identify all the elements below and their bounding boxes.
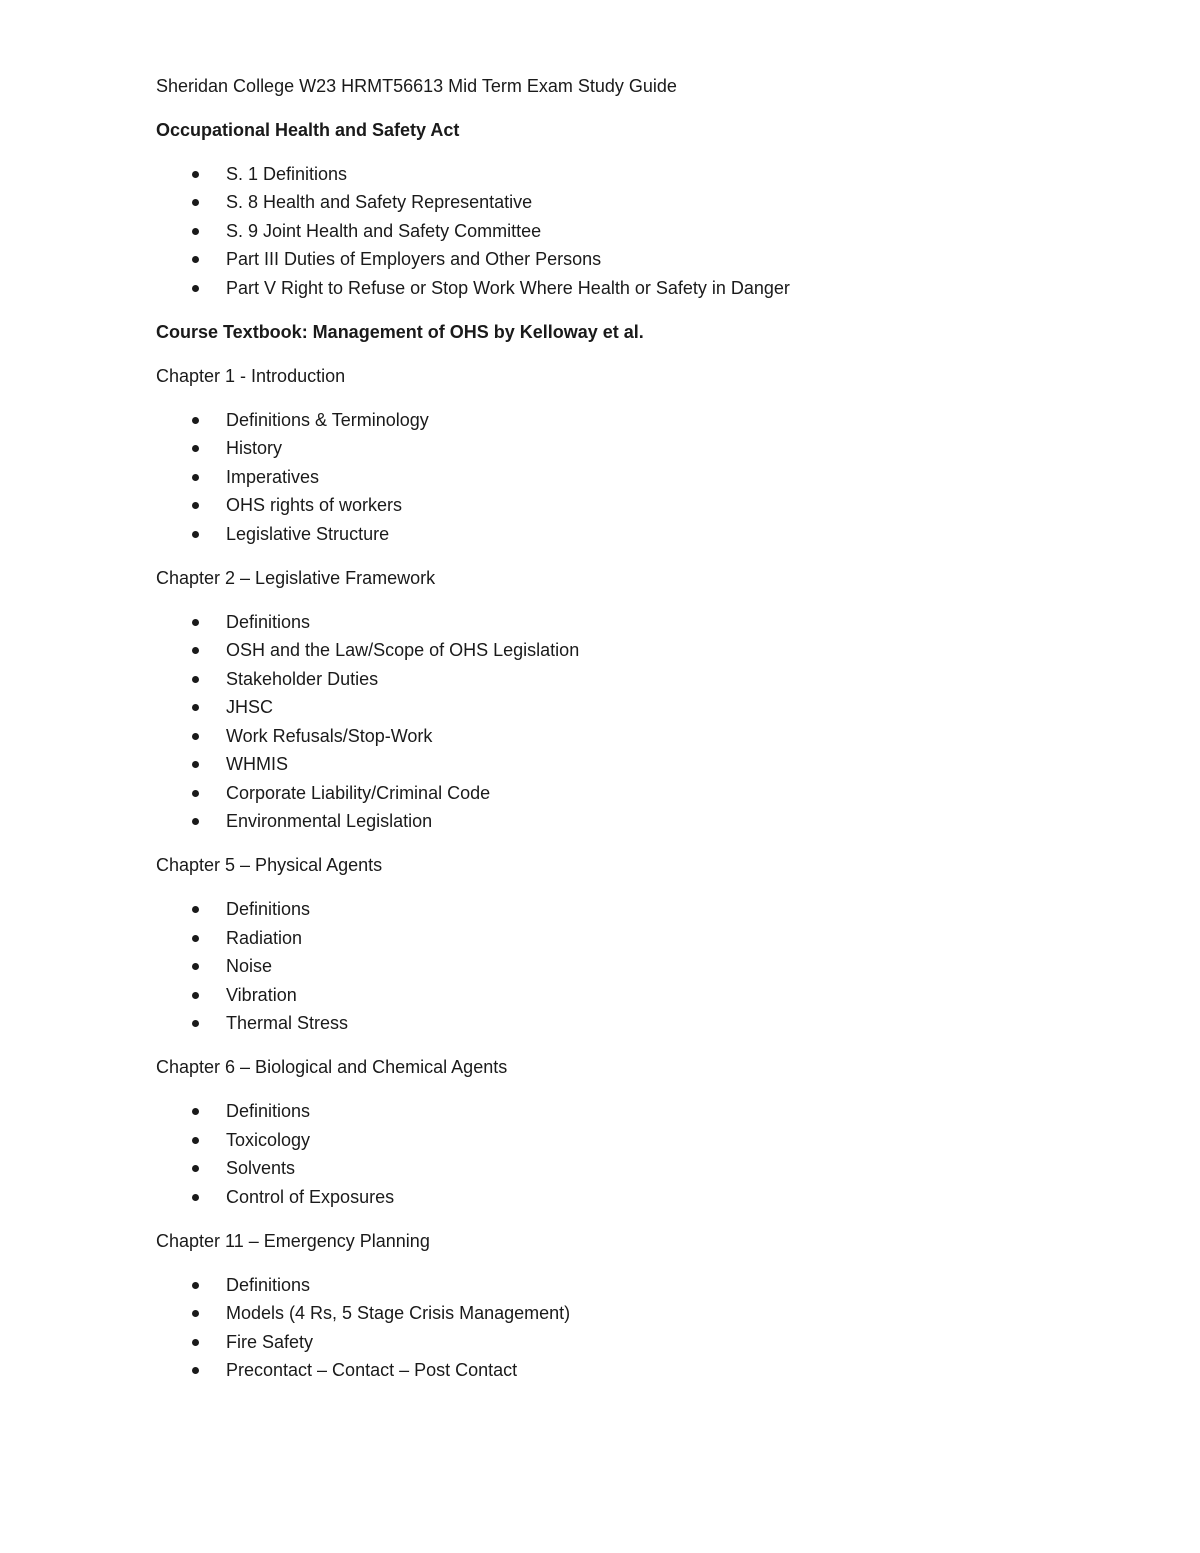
list-item-text: Control of Exposures [226, 1186, 395, 1207]
list-item-text: Part III Duties of Employers and Other Persons [226, 249, 602, 270]
bullet-icon [192, 1339, 199, 1346]
list-item [156, 1299, 1116, 1327]
bullet-icon [192, 502, 199, 509]
bullet-icon [192, 906, 199, 913]
bullet-icon [192, 790, 199, 797]
bullet-icon [192, 1310, 199, 1317]
list-item-text: OHS rights of workers [226, 495, 403, 516]
ohsa-heading: Occupational Health and Safety Act [156, 120, 460, 140]
list-item [156, 636, 1116, 664]
chapter-topic-list [156, 608, 1116, 835]
list-item [156, 1097, 1116, 1125]
bullet-icon [192, 619, 199, 626]
list-item-text: S. 8 Health and Safety Representative [226, 192, 533, 213]
list-item [156, 895, 1116, 923]
bullet-icon [192, 761, 199, 768]
textbook-heading: Course Textbook: Management of OHS by Kelloway et al. [156, 322, 644, 343]
bullet-icon [192, 171, 199, 178]
bullet-icon [192, 285, 199, 292]
bullet-icon [192, 733, 199, 740]
list-item [156, 463, 1116, 491]
list-item-text: Precontact – Contact – Post Contact [226, 1360, 518, 1381]
bullet-icon [192, 1194, 199, 1201]
list-item [156, 1271, 1116, 1299]
chapter-topic-list [156, 1097, 1116, 1211]
list-item-text: Definitions [226, 1101, 311, 1122]
list-item [156, 274, 1116, 302]
list-item-text: Fire Safety [226, 1331, 314, 1352]
list-item-text: Solvents [226, 1158, 296, 1179]
list-item [156, 160, 1116, 188]
list-item [156, 1183, 1116, 1211]
chapter-topic-list [156, 406, 1116, 548]
list-item [156, 693, 1116, 721]
list-item [156, 779, 1116, 807]
bullet-icon [192, 256, 199, 263]
bullet-icon [192, 1367, 199, 1374]
bullet-icon [192, 1137, 199, 1144]
list-item [156, 807, 1116, 835]
chapter-topic-list [156, 895, 1116, 1037]
bullet-icon [192, 992, 199, 999]
bullet-icon [192, 818, 199, 825]
ohsa-list [156, 160, 1116, 302]
bullet-icon [192, 1282, 199, 1289]
list-item-text: Definitions [226, 612, 311, 633]
chapter-heading: Chapter 5 – Physical Agents [156, 855, 383, 876]
bullet-icon [192, 417, 199, 424]
chapter-heading: Chapter 1 - Introduction [156, 366, 346, 387]
list-item-text: Work Refusals/Stop-Work [226, 725, 433, 746]
list-item-text: Corporate Liability/Criminal Code [226, 782, 491, 803]
list-item [156, 245, 1116, 273]
bullet-icon [192, 935, 199, 942]
list-item-text: Thermal Stress [226, 1012, 349, 1033]
bullet-icon [192, 1020, 199, 1027]
chapter-heading: Chapter 2 – Legislative Framework [156, 568, 436, 589]
bullet-icon [192, 704, 199, 711]
list-item [156, 981, 1116, 1009]
list-item [156, 434, 1116, 462]
list-item-text: JHSC [226, 697, 274, 718]
list-item [156, 1154, 1116, 1182]
list-item-text: Definitions [226, 899, 311, 920]
list-item-text: Toxicology [226, 1129, 311, 1150]
list-item [156, 608, 1116, 636]
list-item [156, 952, 1116, 980]
list-item [156, 722, 1116, 750]
list-item-text: Vibration [226, 984, 297, 1005]
list-item-text: Definitions [226, 1274, 311, 1295]
list-item [156, 750, 1116, 778]
list-item [156, 520, 1116, 548]
list-item [156, 217, 1116, 245]
list-item-text: Legislative Structure [226, 523, 390, 544]
chapter-heading: Chapter 6 – Biological and Chemical Agents [156, 1057, 508, 1078]
list-item [156, 924, 1116, 952]
bullet-icon [192, 531, 199, 538]
list-item [156, 491, 1116, 519]
list-item-text: Noise [226, 956, 273, 977]
list-item [156, 1328, 1116, 1356]
bullet-icon [192, 445, 199, 452]
list-item-text: Definitions & Terminology [226, 410, 429, 431]
bullet-icon [192, 963, 199, 970]
list-item-text: Imperatives [226, 466, 320, 487]
list-item-text: Models (4 Rs, 5 Stage Crisis Management) [226, 1303, 571, 1324]
chapter-heading: Chapter 11 – Emergency Planning [156, 1230, 430, 1251]
bullet-icon [192, 1108, 199, 1115]
chapter-topic-list [156, 1271, 1116, 1385]
list-item-text: Part V Right to Refuse or Stop Work Where Health or Safety in Danger [226, 277, 790, 298]
bullet-icon [192, 474, 199, 481]
list-item [156, 1356, 1116, 1384]
list-item-text: History [226, 438, 283, 459]
list-item-text: Stakeholder Duties [226, 668, 379, 689]
list-item [156, 406, 1116, 434]
bullet-icon [192, 647, 199, 654]
list-item-text: WHMIS [226, 754, 288, 775]
bullet-icon [192, 199, 199, 206]
list-item-text: S. 1 Definitions [226, 164, 348, 184]
bullet-icon [192, 228, 199, 235]
list-item [156, 665, 1116, 693]
bullet-icon [192, 1165, 199, 1172]
list-item-text: Environmental Legislation [226, 810, 433, 831]
bullet-icon [192, 676, 199, 683]
list-item [156, 188, 1116, 216]
list-item [156, 1009, 1116, 1037]
list-item-text: OSH and the Law/Scope of OHS Legislation [226, 640, 580, 661]
list-item-text: S. 9 Joint Health and Safety Committee [226, 220, 542, 241]
list-item-text: Radiation [226, 927, 303, 948]
document-page [156, 72, 1116, 1401]
document-title: Sheridan College W23 HRMT56613 Mid Term Exam Study Guide [156, 76, 677, 96]
list-item [156, 1126, 1116, 1154]
